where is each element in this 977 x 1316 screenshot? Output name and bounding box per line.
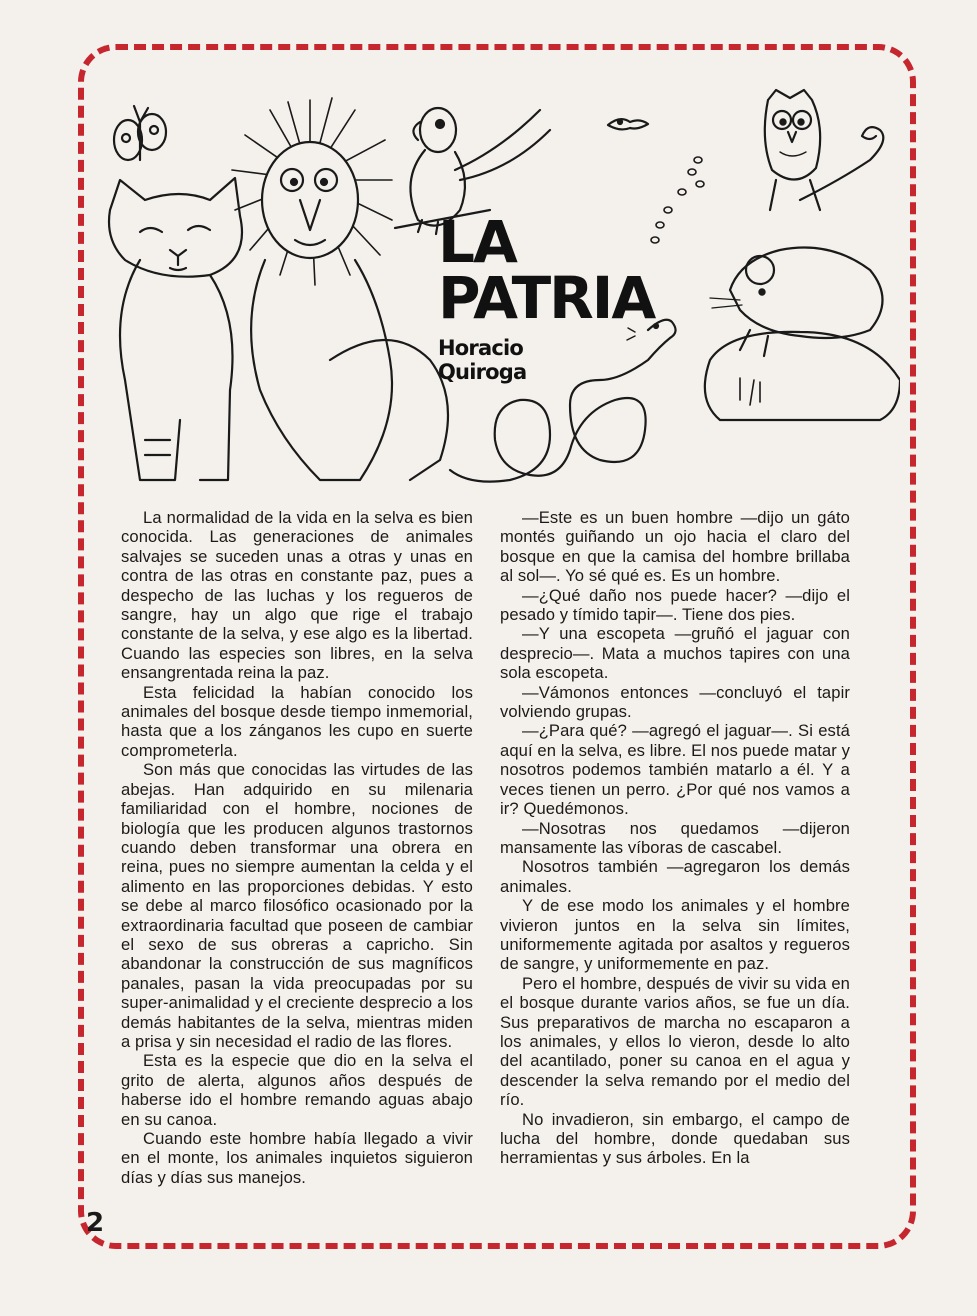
butterfly-icon — [114, 106, 166, 160]
article-title-line2: PATRIA — [438, 264, 655, 332]
paragraph: —Este es un buen hombre —dijo un gáto montés guiñando un ojo hacia el claro del bosque en que la camisa del hombre brillaba al sol—. Yo sé qué es. Es un hombre. — [500, 508, 850, 586]
paragraph: —Vámonos entonces —concluyó el tapir volviendo grupas. — [500, 682, 850, 722]
paragraph: Esta felicidad la habían conocido los animales del bosque desde tiempo inmemorial, hasta que a los zánganos les cupo en suerte comprometerla. — [121, 682, 473, 760]
paragraph: —¿Para qué? —agregó el jaguar—. Si está aquí en la selva, es libre. El nos puede matar y nosotros podemos también matarlo a él. Y a veces tienen un perro. ¿Por qué nos vamos a ir? Quedémonos. — [500, 721, 850, 819]
lion-icon — [232, 98, 448, 480]
paragraph: —Y una escopeta —gruñó el jaguar con desprecio—. Mata a muchos tapires con una sola escopeta. — [500, 624, 850, 683]
paragraph: —¿Qué daño nos puede hacer? —dijo el pesado y tímido tapir—. Tiene dos pies. — [500, 585, 850, 625]
paragraph: Pero el hombre, después de vivir su vida en el bosque durante varios años, se fue un día. Sus preparativos de marcha no escaparon a los animales, y ellos lo vieron, desde lo alto del acantilado, poner su canoa en el agua y descender la selva remando por el medio del río. — [500, 973, 850, 1110]
article-title-line1: LA — [438, 208, 516, 276]
paragraph: —Nosotras nos quedamos —dijeron mansamente las víboras de cascabel. — [500, 818, 850, 857]
rock-icon — [705, 332, 900, 420]
paragraph: Son más que conocidas las virtudes de las abejas. Han adquirido en su milenaria familiaridad con el hombre, nociones de biología que les producen algunos trastornos cuando deben transformar una obrera en reina, pues no siempre aumentan la celda y el alimento en las proporciones debidas. Y esto se debe al marco filosófico ocasionado por la extraordinaria facultad que poseen de cambiar el sexo de sus obreras a capricho. Sin abandonar la construcción de sus magníficos panales, pasan la vida preocupadas por su super-animalidad y el creciente desprecio a los demás habitantes de la selva, mientras miden a prisa y sin necesidad el radio de las flores. — [121, 760, 473, 1051]
author-first-name: Horacio — [438, 336, 524, 360]
author-last-name: Quiroga — [438, 360, 527, 384]
paragraph: Nosotros también —agregaron los demás animales. — [500, 857, 850, 896]
left-column — [121, 508, 473, 1187]
paragraph: La normalidad de la vida en la selva es bien conocida. Las generaciones de animales salvajes se suceden unas a otras y unas en contra de las otras en constante paz, pues a despecho de las luchas y los regueros de sangre, hay un algo que rige el trabajo constante de la selva, y ese algo es la libertad. Cuando las especies son libres, en la selva ensangrentada reina la paz. — [121, 508, 473, 683]
paragraph: Esta es la especie que dio en la selva el grito de alerta, algunos años después de haberse ido el hombre remando aguas abajo en su canoa. — [121, 1051, 473, 1129]
paragraph: Cuando este hombre había llegado a vivir en el monte, los animales inquietos siguieron días y días sus manejos. — [121, 1129, 473, 1187]
article-heading — [438, 208, 655, 384]
paragraph: No invadieron, sin embargo, el campo de lucha del hombre, donde quedaban sus herramientas y sus árboles. En la — [500, 1109, 850, 1168]
page-number: 2 — [86, 1208, 105, 1238]
right-column — [500, 508, 850, 1168]
bird-icon — [608, 119, 648, 129]
flight-trail — [651, 157, 704, 243]
cat-icon — [109, 178, 242, 480]
owl-icon — [765, 90, 884, 210]
paragraph: Y de ese modo los animales y el hombre vivieron juntos en la selva sin límites, uniformemente agitada por asaltos y regueros de sangre, y uniformemente en paz. — [500, 896, 850, 974]
